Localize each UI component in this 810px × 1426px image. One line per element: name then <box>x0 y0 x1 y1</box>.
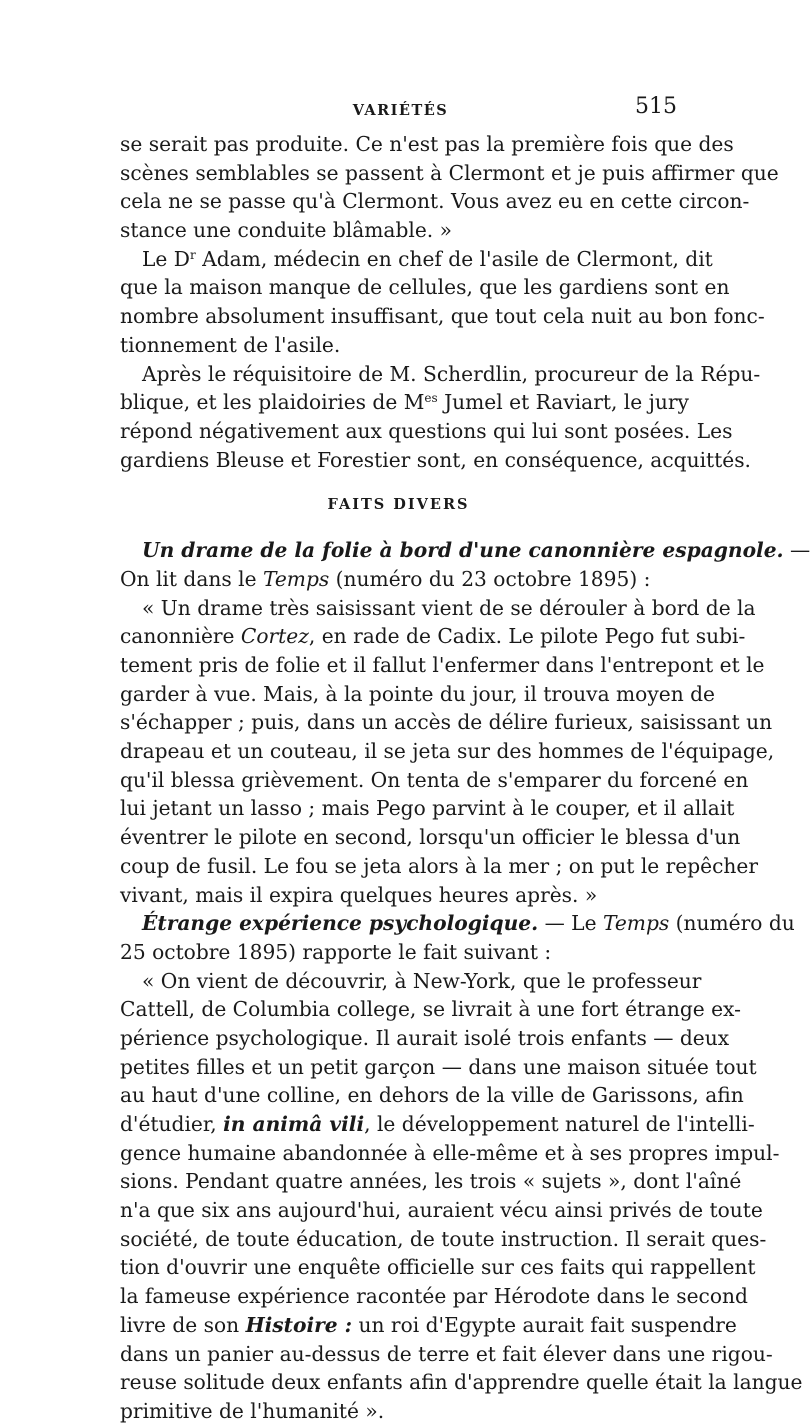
italic-text: Histoire : <box>245 1312 353 1337</box>
text-run: , en rade de Cadix. Le pilote Pego fut subi- <box>308 624 746 649</box>
text-run: , le développement naturel de l'intelli- <box>364 1112 755 1136</box>
section-title: FAITS DIVERS <box>327 496 470 514</box>
text-line: cela ne se passe qu'à Clermont. Vous avez eu en cette circon- <box>120 189 750 214</box>
text-line: sions. Pendant quatre années, les trois « sujets », dont l'aîné <box>120 1169 742 1194</box>
text-run: Adam, médecin en chef de l'asile de Clermont, dit <box>195 246 713 271</box>
page-number: 515 <box>635 94 677 119</box>
text-line: la fameuse expérience racontée par Hérodote dans le second <box>120 1284 748 1309</box>
superscript: es <box>424 391 438 406</box>
text-line <box>120 1311 737 1340</box>
text-line: n'a que six ans aujourd'hui, auraient vécu ainsi privés de toute <box>120 1198 763 1223</box>
superscript: r <box>189 247 196 262</box>
text-line: gence humaine abandonnée à elle-même et à ses propres impul- <box>120 1140 780 1165</box>
text-line <box>120 388 689 417</box>
italic-text: Cortez <box>240 624 309 649</box>
text-line: que la maison manque de cellules, que les gardiens sont en <box>120 275 730 300</box>
text-line: dans un panier au-dessus de terre et fait élever dans une rigou- <box>120 1341 773 1366</box>
text-run: canonnière <box>120 624 241 649</box>
text-line: « Un drame très saisissant vient de se dérouler à bord de la <box>142 595 756 620</box>
text-run: Jumel et Raviart, le jury <box>437 390 689 415</box>
text-line: « On vient de découvrir, à New-York, que le professeur <box>142 968 702 993</box>
text-line: scènes semblables se passent à Clermont et je puis affirmer que <box>120 160 779 185</box>
italic-text: Temps <box>602 911 670 936</box>
text-run: d'étudier, <box>120 1112 224 1136</box>
text-line <box>120 1110 755 1139</box>
text-line <box>120 622 746 651</box>
text-line: tion d'ouvrir une enquête officielle sur ces faits qui rappellent <box>120 1255 756 1280</box>
text-line: se serait pas produite. Ce n'est pas la première fois que des <box>120 132 734 156</box>
text-line: reuse solitude deux enfants afin d'apprendre quelle était la langue <box>120 1370 803 1395</box>
text-line: Après le réquisitoire de M. Scherdlin, procureur de la Répu- <box>142 361 761 386</box>
text-run: un roi d'Egypte aurait fait suspendre <box>352 1312 737 1337</box>
text-line: société, de toute éducation, de toute instruction. Il serait ques- <box>120 1226 767 1251</box>
text-line: coup de fusil. Le fou se jeta alors à la mer ; on put le repêcher <box>120 853 759 878</box>
item-heading <box>120 909 795 938</box>
text-line: vivant, mais il expira quelques heures après. » <box>120 882 598 907</box>
italic-text: in animâ vili <box>223 1112 365 1136</box>
text-run: (numéro du <box>669 911 795 936</box>
item-title: Étrange expérience psychologique. <box>142 911 539 936</box>
text-run: On lit dans le <box>120 566 263 591</box>
text-run: — <box>783 538 810 563</box>
text-line: qu'il blessa grièvement. On tenta de s'emparer du forcené en <box>120 767 749 792</box>
text-line: Cattell, de Columbia college, se livrait à une fort étrange ex- <box>120 997 741 1022</box>
text-run: (numéro du 23 octobre 1895) : <box>329 566 651 591</box>
text-run: livre de son <box>120 1312 246 1337</box>
text-line <box>120 245 713 274</box>
text-line: stance une conduite blâmable. » <box>120 218 452 243</box>
text-line <box>120 565 677 594</box>
text-line: garder à vue. Mais, à la pointe du jour, il trouva moyen de <box>120 681 715 706</box>
text-line: éventrer le pilote en second, lorsqu'un officier le blessa d'un <box>120 825 741 850</box>
text-run: blique, et les plaidoiries de M <box>120 390 425 415</box>
text-line: tement pris de folie et il fallut l'enfermer dans l'entrepont et le <box>120 653 765 677</box>
text-line: au haut d'une colline, en dehors de la ville de Garissons, afin <box>120 1083 744 1108</box>
item-heading <box>120 536 810 565</box>
italic-text: Temps <box>262 566 330 591</box>
text-line: primitive de l'humanité ». <box>120 1398 385 1423</box>
text-run: Le D <box>142 246 190 271</box>
text-line: lui jetant un lasso ; mais Pego parvint à le couper, et il allait <box>120 796 735 821</box>
text-line: tionnement de l'asile. <box>120 332 341 357</box>
text-line: drapeau et un couteau, il se jeta sur des hommes de l'équipage, <box>120 739 775 764</box>
text-line: périence psychologique. Il aurait isolé trois enfants — deux <box>120 1025 730 1050</box>
running-title: VARIÉTÉS <box>352 102 449 119</box>
page-header <box>124 94 677 124</box>
text-line: petites filles et un petit garçon — dans une maison située tout <box>120 1054 757 1079</box>
text-run: — Le <box>538 911 603 936</box>
text-line: répond négativement aux questions qui lui sont posées. Les <box>120 418 733 443</box>
text-line: nombre absolument insuffisant, que tout cela nuit au bon fonc- <box>120 304 765 329</box>
item-title: Un drame de la folie à bord d'une canonnière espagnole. <box>142 538 784 563</box>
page-body <box>120 130 810 1426</box>
text-line: gardiens Bleuse et Forestier sont, en conséquence, acquittés. <box>120 447 751 472</box>
text-line: s'échapper ; puis, dans un accès de délire furieux, saisissant un <box>120 710 773 735</box>
text-line: 25 octobre 1895) rapporte le fait suivant : <box>120 939 552 964</box>
